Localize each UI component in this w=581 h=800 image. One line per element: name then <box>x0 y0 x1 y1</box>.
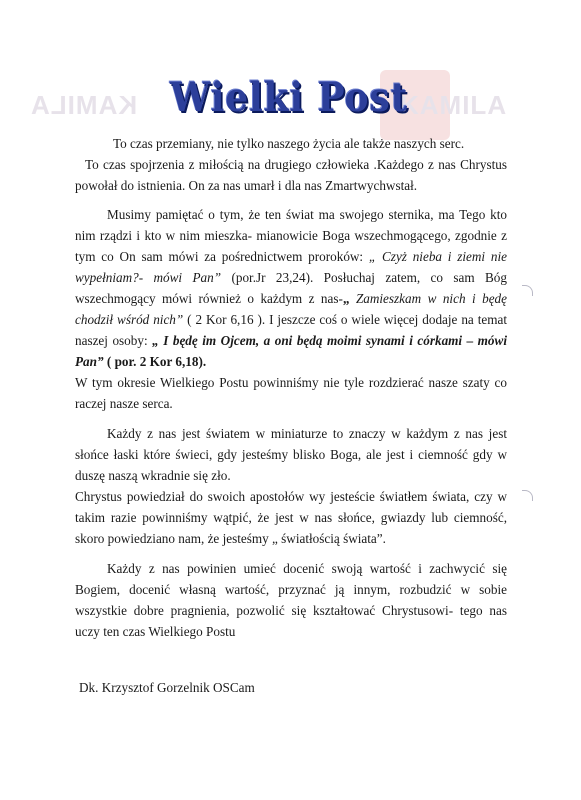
scan-edge-mark <box>522 285 533 296</box>
paragraph-2: To czas spojrzenia z miłością na drugiego człowieka .Każdego z nas Chrystus powołał do istnienia. On za nas umarł i dla nas Zmartwychwstał. <box>75 157 507 193</box>
paragraph-1: To czas przemiany, nie tylko naszego życia ale także naszych serc. <box>113 136 465 151</box>
signature: Dk. Krzysztof Gorzelnik OSCam <box>79 680 255 695</box>
paragraph-5: Każdy z nas jest światem w miniaturze to znaczy w każdym z nas jest słońce łaski które świeci, gdy jesteśmy blisko Boga, ale jest i ciemność gdy w duszę naszą wkradnie się zło. <box>75 426 507 483</box>
quote-2-kor-6-16: Zamieszkam w nich i będę chodził wśród nich” <box>75 291 507 327</box>
watermark-text-left: KAMILA <box>30 90 138 120</box>
watermark-text-right: KAMILA <box>400 90 508 120</box>
body-text <box>75 133 507 642</box>
paragraph-6: Chrystus powiedział do swoich apostołów wy jesteście światłem świata, czy w takim razie powinniśmy wątpić, że jest w nas słońce, gwiazdy lub ciemność, skoro powiedziano nam, że jesteśmy „ światłością świata”. <box>75 489 507 546</box>
quote-jeremiah: „ Czyż nieba i ziemi nie wypełniam?- mówi Pan” <box>75 249 507 285</box>
paragraph-7: Każdy z nas powinien umieć docenić swoją wartość i zachwycić się Bogiem, docenić własną wartość, przyznać ją innym, rozbudzić w sobie wszystkie dobre pragnienia, pozwolić się kształtować Chrystusowi- tego nas uczy ten czas Wielkiego Postu <box>75 561 507 639</box>
paragraph-4: W tym okresie Wielkiego Postu powinniśmy nie tyle rozdzierać nasze szaty co raczej nasze serca. <box>75 375 507 411</box>
quote-2-kor-6-18: „ I będę im Ojcem, a oni będą moimi synami i córkami – mówi Pan” <box>75 333 507 369</box>
page-title: Wielki Post <box>170 74 409 121</box>
scan-edge-mark <box>522 490 533 501</box>
paragraph-3: Musimy pamiętać o tym, że ten świat ma swojego sternika, ma Tego kto nim rządzi i kto w nim mieszka- mianowicie Boga wszechmogącego, zgodnie z tym co On sam mówi za pośrednictwem proroków: „ Czyż nieba i ziemi nie wypełniam?- mówi Pan” (por.Jr 23,24). Posłuchaj zatem, co sam Bóg wszechmogący mówi również o każdym z nas-„ Zamieszkam w nich i będę chodził wśród nich” ( 2 Kor 6,16 ). I jeszcze coś o wiele więcej dodaje na temat naszej osoby: „ I będę im Ojcem, a oni będą moimi synami i córkami – mówi Pan” ( por. 2 Kor 6,18). <box>75 207 507 369</box>
